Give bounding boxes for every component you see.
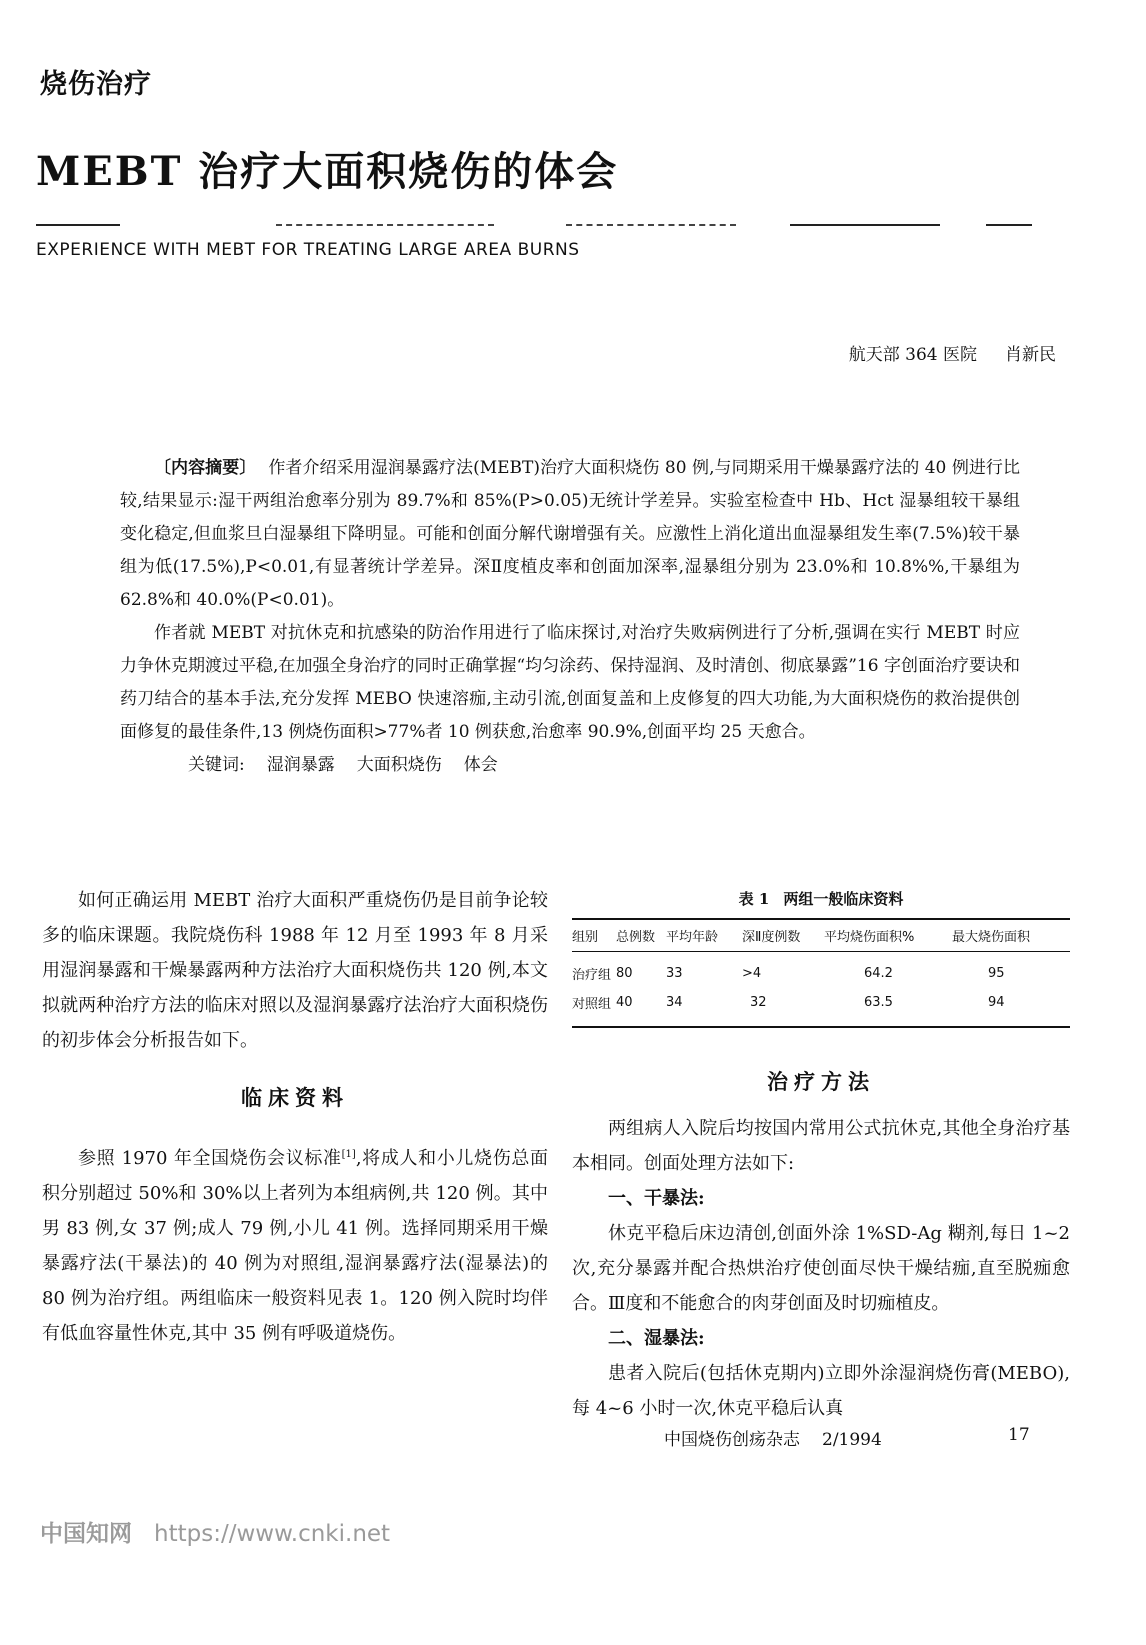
clinical-paragraph [42,1137,548,1351]
watermark-name: 中国知网 [40,1521,132,1547]
table-header: 总例数 [616,919,666,952]
treatment-intro: 两组病人入院后均按国内常用公式抗休克,其他全身治疗基本相同。创面处理方法如下: [572,1118,1070,1174]
table-header: 平均年龄 [666,919,742,952]
abstract-text: 作者介绍采用湿润暴露疗法(MEBT)治疗大面积烧伤 80 例,与同期采用干燥暴露疗法的 40 例进行比较,结果显示:湿干两组治愈率分别为 89.7%和 85%(P>0.05)无统计学差异。实验室检查中 Hb、Hct 湿暴组较干暴组变化稳定,但血浆旦白湿暴组下降明显。可能和创面分解代谢增强有关。应激性上消化道出血湿暴组发生率(7.5%)较干暴组为低(17.5%),P<0.01,有显著统计学差异。深Ⅱ度植皮率和创面加深率,湿暴组分别为 23.0%和 10.8%%,干暴组为 62.8%和 40.0%(P<0.01)。 [120,458,1020,610]
english-title: EXPERIENCE WITH MEBT FOR TREATING LARGE AREA BURNS [36,240,580,260]
affiliation: 航天部 364 医院 [848,345,977,365]
table-cell: >4 [742,966,762,981]
title-rule [36,224,120,226]
clinical-text: 参照 1970 年全国烧伤会议标准[1],将成人和小儿烧伤总面积分别超过 50%和 30%以上者列为本组病例,共 120 例。其中男 83 例,女 37 例;成人 79 例,小儿 41 例。选择同期采用干燥暴露疗法(干暴法)的 40 例为对照组,湿润暴露疗法(湿暴法)的 80 例为治疗组。两组临床一般资料见表 1。120 例入院时均伴有低血容量性休克,其中 35 例有呼吸道烧伤。 [42,1148,548,1344]
table-title: 两组一般临床资料 [783,890,904,908]
heading-treatment-methods: 治疗方法 [767,1070,875,1094]
journal-name: 中国烧伤创疡杂志 [664,1430,800,1450]
intro-paragraph [42,883,548,1058]
table-caption [572,888,1070,909]
table-number: 表 1 [738,890,770,908]
table-header: 组别 [572,919,616,952]
abstract-paragraph: 作者就 MEBT 对抗休克和抗感染的防治作用进行了临床探讨,对治疗失败病例进行了分析,强调在实行 MEBT 时应力争休克期渡过平稳,在加强全身治疗的同时正确掌握“均匀涂药、保持湿润、及时清创、彻底暴露”16 字创面治疗要诀和药刀结合的基本手法,充分发挥 MEBO 快速溶痂,主动引流,创面复盖和上皮修复的四大功能,为大面积烧伤的救治提供创面修复的最佳条件,13 例烧伤面积>77%者 10 例获愈,治愈率 90.9%,创面平均 25 天愈合。 [120,623,1020,742]
author-line [849,340,1056,365]
dry-exposure-text: 休克平稳后床边清创,创面外涂 1%SD-Ag 糊剂,每日 1~2 次,充分暴露并配合热烘治疗使创面尽快干燥结痂,直至脱痂愈合。Ⅲ度和不能愈合的肉芽创面及时切痂植皮。 [572,1223,1070,1314]
author-name: 肖新民 [1005,345,1056,365]
section-label: 烧伤治疗 [40,69,152,100]
keyword: 大面积烧伤 [356,755,442,775]
keyword: 湿润暴露 [266,755,335,775]
journal-footer [664,1425,882,1450]
table-cell: 63.5 [824,988,952,1027]
subheading-moist-exposure: 二、湿暴法: [608,1328,705,1349]
abstract-paragraph [120,452,1020,617]
keyword: 体会 [463,755,498,775]
moist-exposure-text: 患者入院后(包括休克期内)立即外涂湿润烧伤膏(MEBO),每 4~6 小时一次,休克平稳后认真 [572,1363,1070,1419]
table-cell: 33 [666,966,683,981]
table-cell: 32 [742,988,824,1027]
journal-issue: 2/1994 [822,1430,882,1450]
table-cell: 94 [952,988,1070,1027]
title-rule [986,224,1032,226]
table-row [572,988,1070,1027]
table-cell: 80 [616,966,633,981]
article-title: MEBT 治疗大面积烧伤的体会 [36,148,619,195]
treatment-section [572,1111,1070,1426]
subheading-dry-exposure: 一、干暴法: [608,1188,705,1209]
watermark [40,1515,390,1548]
table-header: 平均烧伤面积% [824,919,952,952]
abstract [120,452,1020,782]
watermark-url: https://www.cnki.net [154,1521,391,1547]
table-cell: 95 [988,966,1005,981]
table-header: 最大烧伤面积 [952,919,1070,952]
title-rule [566,224,736,226]
intro-text: 如何正确运用 MEBT 治疗大面积严重烧伤仍是目前争论较多的临床课题。我院烧伤科 1988 年 12 月至 1993 年 8 月采用湿润暴露和干燥暴露两种方法治疗大面积烧伤共 120 例,本文拟就两种治疗方法的临床对照以及湿润暴露疗法治疗大面积烧伤的初步体会分析报告如下。 [42,890,548,1051]
page-number: 17 [1008,1425,1030,1445]
table-cell: 34 [666,988,742,1027]
title-rule [276,224,494,226]
heading-clinical-data: 临床资料 [241,1086,349,1110]
table-cell: 40 [616,988,666,1027]
table-1 [572,918,1070,1028]
table-header-row [572,919,1070,952]
table-cell: 64.2 [864,966,893,981]
keywords [120,749,1020,782]
title-rule [790,224,940,226]
table-row [572,952,1070,989]
table-cell: 治疗组 [572,968,612,983]
keywords-label: 关键词: [188,755,245,775]
table-header: 深Ⅱ度例数 [742,919,824,952]
reference-mark: [1] [341,1149,356,1160]
table-cell: 对照组 [572,988,616,1027]
abstract-label: 〔内容摘要〕 [154,458,257,478]
